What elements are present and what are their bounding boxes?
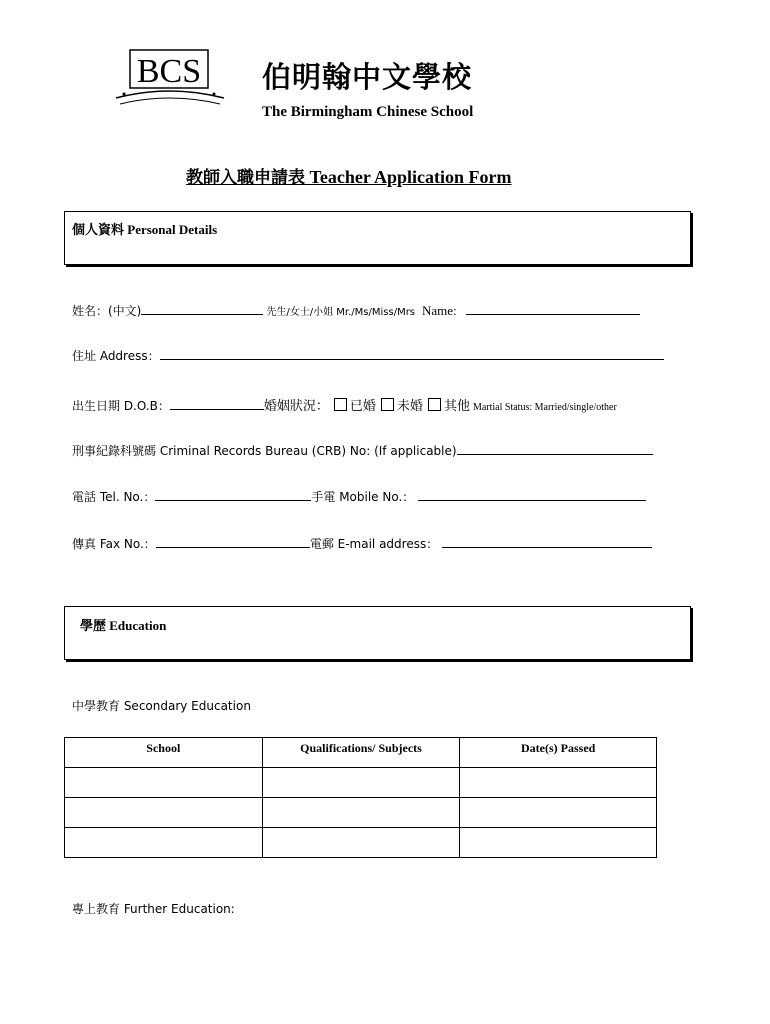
education-title-cn: 學歷 — [80, 619, 107, 634]
form-title — [186, 163, 512, 188]
secondary-education-label — [72, 697, 251, 714]
logo-letters: BCS — [136, 53, 202, 90]
education-title — [80, 615, 166, 634]
col-header-school: School — [65, 738, 263, 768]
form-title-cn: 教師入職申請表 — [186, 168, 305, 188]
col-header-qualifications: Qualifications/ Subjects — [262, 738, 460, 768]
further-label-text: 專上教育 Further Education: — [72, 902, 235, 916]
school-logo — [112, 44, 232, 110]
mobile-field[interactable] — [418, 488, 646, 501]
married-label: 已婚 — [349, 399, 376, 414]
address-row — [72, 347, 664, 364]
tel-label: 電話 Tel. No.： — [72, 490, 156, 504]
dob-label: 出生日期 D.O.B： — [72, 399, 170, 413]
single-label: 未婚 — [396, 399, 423, 414]
table-cell[interactable] — [460, 798, 657, 828]
personal-details-title — [72, 219, 217, 238]
crb-row — [72, 442, 653, 459]
tel-mobile-row — [72, 488, 646, 505]
table-row — [65, 798, 657, 828]
table-cell[interactable] — [262, 798, 460, 828]
crb-field[interactable] — [457, 442, 653, 455]
education-title-en: Education — [109, 618, 167, 633]
married-checkbox[interactable] — [334, 398, 347, 411]
address-label: 住址 Address： — [72, 349, 160, 363]
marital-label: 婚姻狀況： — [263, 399, 329, 414]
fax-field[interactable] — [156, 535, 310, 548]
dob-field[interactable] — [170, 397, 264, 410]
name-cn-field[interactable] — [141, 302, 263, 315]
tel-field[interactable] — [155, 488, 311, 501]
name-cn-label: 姓名：(中文) — [72, 304, 142, 318]
address-field[interactable] — [160, 347, 664, 360]
form-title-en: Teacher Application Form — [309, 167, 512, 187]
name-en-label: Name: — [422, 303, 457, 318]
fax-label: 傳真 Fax No.： — [72, 537, 156, 551]
table-cell[interactable] — [262, 828, 460, 858]
mobile-label: 手電 Mobile No.： — [311, 490, 415, 504]
other-checkbox[interactable] — [428, 398, 441, 411]
further-education-label — [72, 900, 235, 917]
name-en-field[interactable] — [466, 302, 640, 315]
table-cell[interactable] — [460, 828, 657, 858]
table-cell[interactable] — [65, 798, 263, 828]
table-row — [65, 828, 657, 858]
col-header-dates: Date(s) Passed — [460, 738, 657, 768]
marital-note: Martial Status: Married/single/other — [472, 402, 617, 413]
secondary-education-table — [64, 737, 657, 858]
personal-title-cn: 個人資料 — [72, 223, 125, 238]
personal-title-en: Personal Details — [127, 222, 218, 237]
school-name-en: The Birmingham Chinese School — [262, 104, 474, 120]
table-row — [65, 768, 657, 798]
table-cell[interactable] — [262, 768, 460, 798]
name-row — [72, 302, 640, 319]
table-header-row — [65, 738, 657, 768]
other-label: 其他 — [443, 399, 470, 414]
table-cell[interactable] — [65, 828, 263, 858]
table-cell[interactable] — [460, 768, 657, 798]
email-label: 電郵 E-mail address： — [309, 537, 439, 551]
email-field[interactable] — [442, 535, 652, 548]
dob-marital-row — [72, 395, 617, 414]
fax-email-row — [72, 535, 652, 552]
school-name-cn: 伯明翰中文學校 — [262, 60, 473, 94]
secondary-label-text: 中學教育 Secondary Education — [72, 699, 251, 713]
crb-label: 刑事紀錄科號碼 Criminal Records Bureau (CRB) No: (If applicable) — [72, 444, 457, 458]
single-checkbox[interactable] — [381, 398, 394, 411]
title-options: 先生/女士/小姐 Mr./Ms/Miss/Mrs — [266, 307, 416, 318]
table-cell[interactable] — [65, 768, 263, 798]
